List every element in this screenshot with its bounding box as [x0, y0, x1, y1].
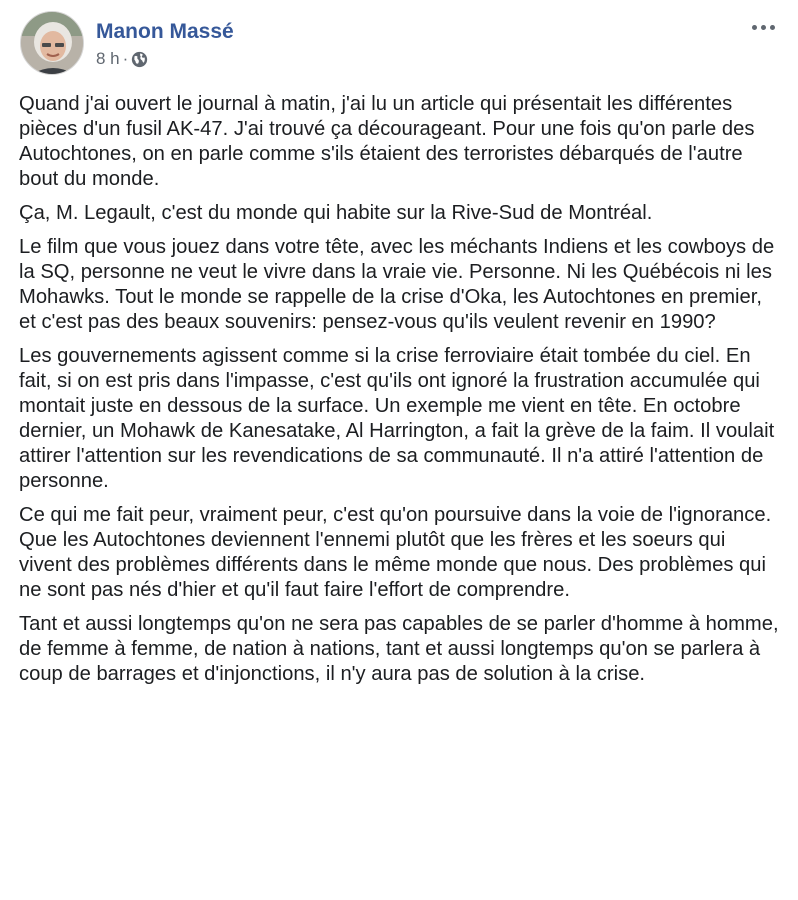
post-paragraph: Les gouvernements agissent comme si la crise ferroviaire était tombée du ciel. En fait, si on est pris dans l'impasse, c'est qu'ils ont ignoré la frustration accumulée qui montait juste en dessous de la surface. Un exemple me vient en tête. En octobre dernier, un Mohawk de Kanesatake, Al Harrington, a fait la grève de la faim. Il voulait attirer l'attention sur les revendications de sa communauté. Il n'a attiré l'attention de personne. [19, 345, 775, 492]
avatar[interactable] [20, 11, 84, 75]
post-meta [96, 49, 148, 69]
more-dot [770, 25, 775, 30]
meta-separator: · [122, 49, 129, 68]
post-paragraph: Quand j'ai ouvert le journal à matin, j'ai lu un article qui présentait les différentes pièces d'un fusil AK-47. J'ai trouvé ça décourageant. Pour une fois qu'on parle des Autochtones, on en parle comme s'ils étaient des terroristes débarqués de l'autre bout du monde. [19, 93, 755, 190]
more-dot [761, 25, 766, 30]
post-paragraph: Ce qui me fait peur, vraiment peur, c'est qu'on poursuive dans la voie de l'ignorance. Que les Autochtones deviennent l'ennemi plutôt que les frères et les soeurs qui vivent des problèmes différents dans le même monde que nous. Des problèmes qui ne sont pas nés d'hier et qu'il faut faire l'effort de comprendre. [19, 504, 772, 601]
more-options-icon[interactable] [746, 15, 780, 39]
post-header [20, 11, 780, 77]
avatar-image [21, 12, 84, 75]
post-timestamp[interactable]: 8 h [96, 49, 120, 68]
post-paragraph: Le film que vous jouez dans votre tête, avec les méchants Indiens et les cowboys de la SQ, personne ne veut le vivre dans la vraie vie. Personne. Ni les Québécois ni les Mohawks. Tout le monde se rappelle de la crise d'Oka, les Autochtones en premier, et c'est pas des beaux souvenirs: pensez-vous qu'ils veulent revenir en 1990? [19, 236, 775, 333]
post-paragraph: Tant et aussi longtemps qu'on ne sera pas capables de se parler d'homme à homme, de femme à femme, de nation à nations, tant et aussi longtemps qu'on se parlera à coup de barrages et d'injonctions, il n'y aura pas de solution à la crise. [19, 613, 779, 685]
post-paragraph: Ça, M. Legault, c'est du monde qui habite sur la Rive-Sud de Montréal. [19, 202, 653, 224]
author-name-link[interactable]: Manon Massé [96, 20, 234, 43]
post-body [19, 92, 783, 696]
more-dot [752, 25, 757, 30]
globe-icon[interactable] [131, 51, 148, 68]
